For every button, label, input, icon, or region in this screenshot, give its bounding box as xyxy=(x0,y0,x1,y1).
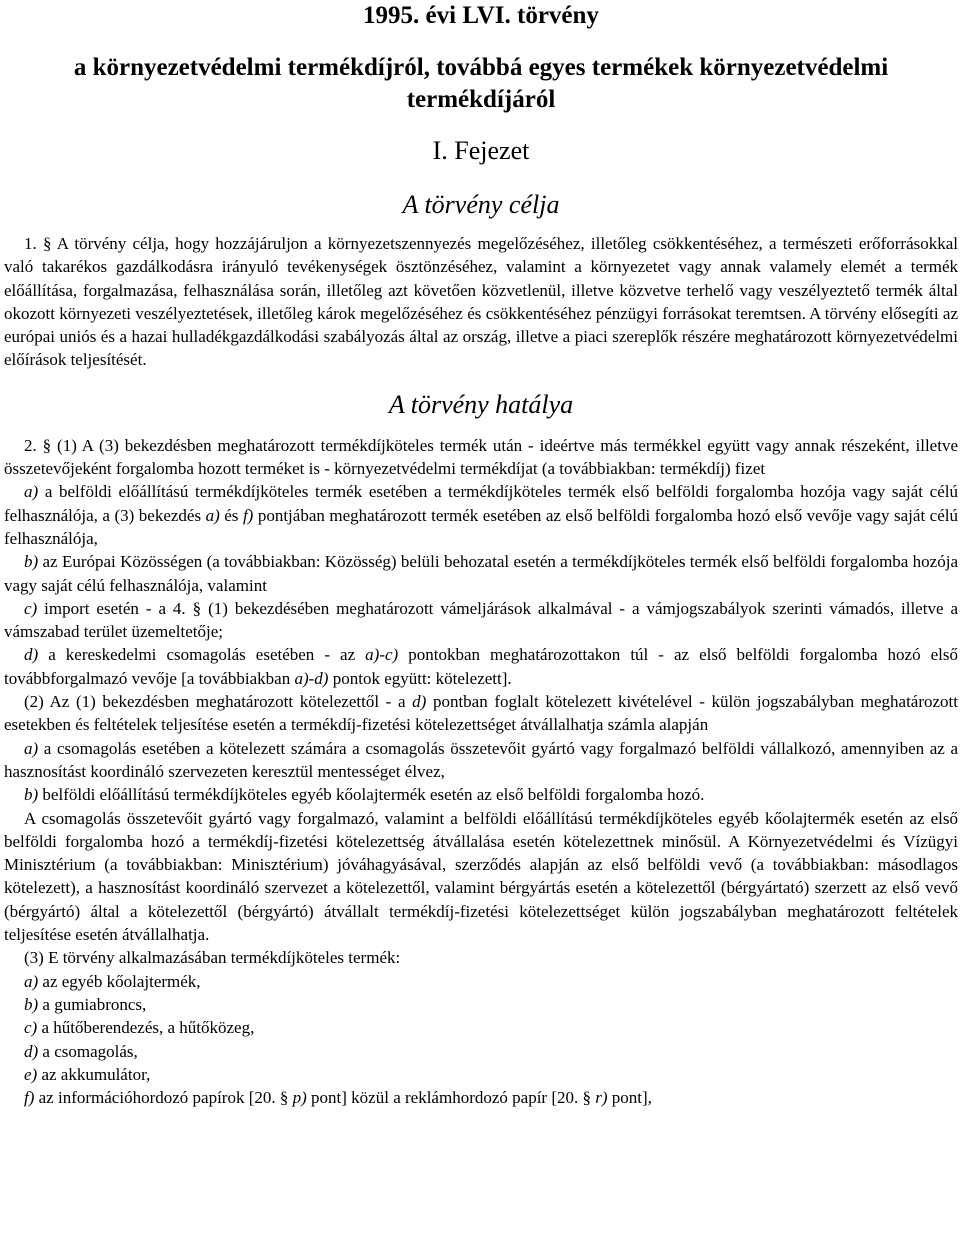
item-label: c) xyxy=(24,1018,38,1038)
list3-item: b) a gumiabroncs, xyxy=(24,994,147,1014)
law-subject-title: a környezetvédelmi termékdíjról, továbbá egyes termékek környezetvédelmi termékdíjáról xyxy=(73,54,889,113)
item-label: b) xyxy=(24,994,39,1014)
list2-item-a: a) a csomagolás esetében a kötelezett számára a csomagolás összetevőit gyártó vagy forgalmazó belföldi vállalkozó, amennyiben az a hasznosítást koordináló szervezeten keresztül mentességet élvez, xyxy=(4,738,958,781)
list3-item-f: f) az információhordozó papírok [20. § p) pont] közül a reklámhordozó papír [20. § r) pont], xyxy=(24,1088,652,1108)
item-label: b) xyxy=(24,552,39,572)
item-label: d) xyxy=(24,1041,39,1061)
list-item-b: b) az Európai Közösségen (a továbbiakban: Közösség) belüli behozatal esetén a termékdíjköteles termék első belföldi forgalomba hozója vagy saját célú felhasználója, valamint xyxy=(4,552,958,595)
item-label: a) xyxy=(24,971,39,991)
list2-item-b: b) belföldi előállítású termékdíjköteles egyéb kőolajtermék esetén az első belföldi forgalomba hozó. xyxy=(24,785,705,805)
item-label: a) xyxy=(24,482,39,502)
section-heading-scope: A törvény hatálya xyxy=(388,389,574,419)
item-label: c) xyxy=(24,598,38,618)
product-list xyxy=(4,970,958,1086)
chapter-heading: I. Fejezet xyxy=(432,136,530,165)
paragraph-scope-2: (2) Az (1) bekezdésben meghatározott kötelezettől - a d) pontban foglalt kötelezett kivételével - külön jogszabályban meghatározott esetekben és feltételek teljesítése esetén a termékdíj-fizetési kötelezettséget átvállalhatja számla alapján xyxy=(4,692,958,735)
list-item-a: a) a belföldi előállítású termékdíjköteles termék esetében a termékdíjköteles termék első belföldi forgalomba hozója vagy saját célú felhasználója, a (3) bekezdés a) és f) pontjában meghatározott termék esetében az első belföldi forgalomba hozó első vevője vagy saját célú felhasználója, xyxy=(4,482,958,548)
item-label: e) xyxy=(24,1064,38,1084)
document-page xyxy=(4,0,958,1109)
list-item-d: d) a kereskedelmi csomagolás esetében - az a)-c) pontokban meghatározottakon túl - az első belföldi forgalomba hozó első továbbforgalmazó vevője [a továbbiakban a)-d) pontok együtt: kötelezett]. xyxy=(4,645,958,688)
item-label: b) xyxy=(24,785,39,805)
item-label: f) xyxy=(24,1088,35,1108)
item-label: d) xyxy=(24,645,39,665)
paragraph-purpose: 1. § A törvény célja, hogy hozzájáruljon a környezetszennyezés megelőzéséhez, illetőleg csökkentéséhez, a természeti erőforrásokkal való takarékos gazdálkodásra irányuló tevékenységek ösztönzéséhez, valamint a környezetet vagy annak valamely elemét a termék előállítása, forgalmazása, felhasználása során, illetőleg azt követően közvetlenül, illetve közvetve terhelő vagy veszélyeztető termék által okozott környezeti veszélyeztetések, illetőleg károk megelőzéséhez és csökkentéséhez pénzügyi forrásokat teremtsen. A törvény elősegíti az európai uniós és a hazai hulladékgazdálkodási szabályozás által az ország, illetve a piaci szereplők részére meghatározott környezetvédelmi előírások teljesítését. xyxy=(4,234,958,370)
list3-item: d) a csomagolás, xyxy=(24,1041,138,1061)
list3-item: a) az egyéb kőolajtermék, xyxy=(24,971,201,991)
list3-item: c) a hűtőberendezés, a hűtőközeg, xyxy=(24,1018,255,1038)
list3-item: e) az akkumulátor, xyxy=(24,1064,151,1084)
paragraph-scope-4: (3) E törvény alkalmazásában termékdíjköteles termék: xyxy=(24,948,401,968)
paragraph-scope-1: 2. § (1) A (3) bekezdésben meghatározott termékdíjköteles termék után - ideértve más termékkel együtt vagy annak részeként, illetve összetevőjeként forgalomba hozott terméket is - környezetvédelmi termékdíjat (a továbbiakban: termékdíj) fizet xyxy=(4,435,958,479)
paragraph-scope-3: A csomagolás összetevőit gyártó vagy forgalmazó, valamint a belföldi előállítású termékdíjköteles egyéb kőolajtermék esetén az első belföldi forgalomba hozó a termékdíj-fizetési kötelezettség átvállalása esetén kötelezettnek minősül. A Környezetvédelmi és Vízügyi Minisztérium (a továbbiakban: Minisztérium) jóváhagyásával, szerződés alapján az első belföldi vevő (a továbbiakban: másodlagos kötelezett), a hasznosítást koordináló szervezet a kötelezettől, valamint bérgyártás esetén a kötelezettől (bérgyártató) szerzett az első vevő (bérgyártó) által a kötelezettől (bérgyártó) átvállalt termékdíj-fizetési kötelezettséget külön jogszabályban meghatározott feltételek teljesítése esetén átvállalhatja. xyxy=(4,808,958,945)
item-label: a) xyxy=(24,738,39,758)
law-number-title: 1995. évi LVI. törvény xyxy=(363,2,599,29)
section-heading-purpose: A törvény célja xyxy=(402,190,560,219)
list-item-c: c) import esetén - a 4. § (1) bekezdésében meghatározott vámeljárások alkalmával - a vámjogszabályok szerinti vámadós, illetve a vámszabad terület üzemeltetője; xyxy=(4,598,958,642)
